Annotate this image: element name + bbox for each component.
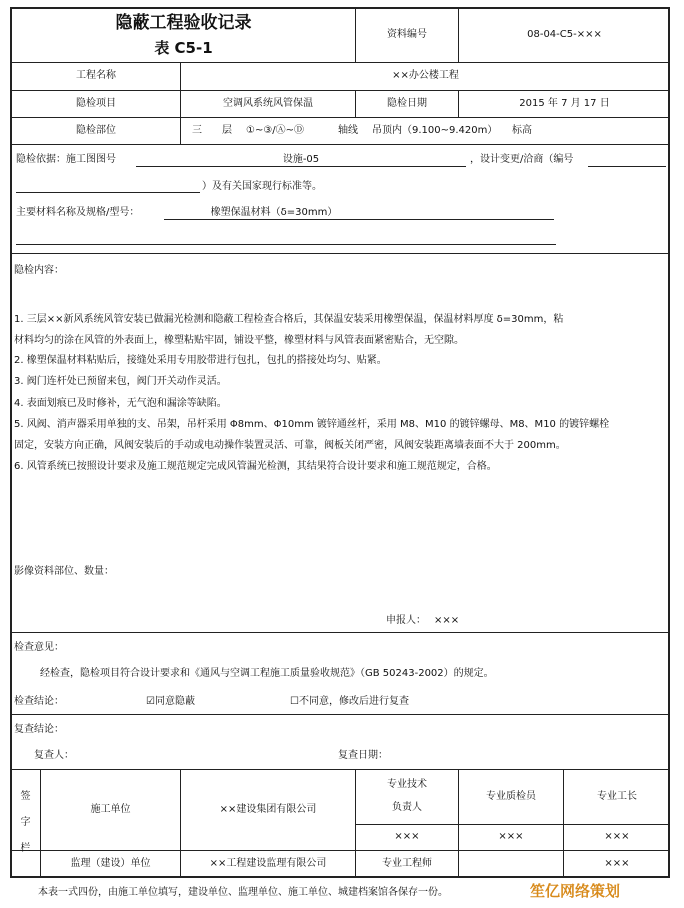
change-label: ，设计变更/洽商（编号	[470, 154, 574, 165]
foreman-label: 专业工长	[597, 791, 637, 802]
material-underline-2	[16, 244, 556, 245]
drawing-no: 设施-05	[282, 154, 320, 165]
engineer-label: 专业工程师	[382, 858, 432, 869]
content-line: 固定，安装方向正确，风阀安装后的手动或电动操作装置灵活、可靠，阀板关闭严密，风阀安装距离墙表面不大于 200mm。	[14, 440, 566, 451]
row-divider	[10, 850, 670, 851]
tech-lead-label: 专业技术	[387, 779, 427, 790]
agree-option[interactable]	[146, 695, 195, 709]
sign-side-label: 字	[20, 817, 31, 828]
disagree-option[interactable]	[290, 695, 409, 709]
inspect-part-unit: 层	[222, 125, 232, 136]
content-line: 5. 风阀、消声器采用单独的支、吊架，吊杆采用 Φ8mm、Φ10mm 镀锌通丝杆，采用 M8、M10 的镀锌螺母、M8、M10 的镀锌螺栓	[14, 419, 610, 430]
agree-label: 同意隐蔽	[154, 696, 195, 707]
row-divider	[10, 632, 670, 633]
material-value: 橡塑保温材料（δ=30mm）	[210, 207, 338, 218]
project-name-label: 工程名称	[76, 70, 116, 81]
change-no-underline	[588, 166, 666, 167]
recheck-person-label: 复查人：	[34, 750, 74, 761]
inspect-item-value: 空调风系统风管保温	[223, 98, 313, 109]
inspect-part-label: 隐检部位	[76, 125, 116, 136]
tech-lead-value: ×××	[394, 831, 420, 842]
col-divider	[458, 769, 459, 878]
qc-value: ×××	[498, 831, 524, 842]
content-line: 6. 风管系统已按照设计要求及施工规范规定完成风管漏光检测，其结果符合设计要求和施工规范规定，合格。	[14, 461, 497, 472]
recheck-date-label: 复查日期：	[338, 750, 388, 761]
row-divider	[10, 90, 670, 91]
record-no-value: 08-04-C5-×××	[527, 29, 602, 40]
row-divider	[10, 714, 670, 715]
inspect-date-label: 隐检日期	[387, 98, 427, 109]
checked-box-icon: ☑	[146, 696, 155, 707]
conclusion-label: 检查结论：	[14, 696, 64, 707]
supervision-unit-value: ××工程建设监理有限公司	[209, 858, 327, 869]
disagree-label: 不同意，修改后进行复查	[298, 696, 409, 707]
foreman-value: ×××	[604, 831, 630, 842]
watermark: 笙亿网络策划	[530, 882, 621, 900]
construction-unit-label: 施工单位	[90, 804, 131, 815]
content-line: 4. 表面划痕已及时修补，无气泡和漏涂等缺陷。	[14, 398, 227, 409]
recheck-conclusion-label: 复查结论：	[14, 724, 64, 735]
content-line: 1. 三层××新风系统风管安装已做漏光检测和隐蔽工程检查合格后，其保温安装采用橡塑保温，保温材料厚度 δ=30mm，粘	[14, 314, 564, 325]
opinion-label: 检查意见：	[14, 642, 64, 653]
supervision-unit-label: 监理（建设）单位	[70, 858, 151, 869]
image-data-label: 影像资料部位、数量：	[14, 566, 114, 577]
row-divider	[10, 253, 670, 254]
content-line: 3. 阀门连杆处已预留来包，阀门开关动作灵活。	[14, 376, 227, 387]
content-line: 2. 橡塑保温材料粘贴后，接缝处采用专用胶带进行包扎，包扎的搭接处均匀、贴紧。	[14, 355, 387, 366]
row-divider	[10, 117, 670, 118]
row-divider	[10, 769, 670, 770]
record-no-label: 资料编号	[387, 29, 427, 40]
content-line: 材料均匀的涂在风管的外表面上，橡塑粘贴牢固，铺设平整，橡塑材料与风管表面紧密贴合，无空隙。	[14, 335, 464, 346]
material-label: 主要材料名称及规格/型号：	[16, 207, 140, 218]
inspect-part-elevation: 吊顶内（9.100~9.420m）	[372, 125, 498, 136]
form-subtitle: 表 C5-1	[154, 39, 213, 57]
change-no-underline-2	[16, 192, 200, 193]
qc-label: 专业质检员	[486, 791, 536, 802]
footer-note: 本表一式四份，由施工单位填写，建设单位、监理单位、施工单位、城建档案馆各保存一份。	[38, 887, 448, 898]
inspect-part-axis: ①~③/Ⓐ~Ⓓ	[246, 125, 305, 136]
row-divider	[10, 62, 670, 63]
change-close: ）及有关国家现行标准等。	[202, 181, 322, 192]
inspect-date-value: 2015 年 7 月 17 日	[519, 98, 610, 109]
reporter-label: 申报人：	[386, 615, 426, 626]
empty-box-icon: ☐	[290, 696, 299, 707]
inspect-item-label: 隐检项目	[76, 98, 116, 109]
content-label: 隐检内容：	[14, 265, 64, 276]
inspect-part-elevation-label: 标高	[512, 125, 532, 136]
reporter-value: ×××	[434, 615, 460, 626]
form-title: 隐蔽工程验收记录	[115, 13, 252, 33]
opinion-text: 经检查，隐检项目符合设计要求和《通风与空调工程施工质量验收规范》（GB 50243-2002）的规定。	[40, 668, 494, 679]
project-name-value: ××办公楼工程	[392, 70, 459, 81]
construction-unit-value: ××建设集团有限公司	[219, 804, 317, 815]
basis-label: 隐检依据：施工图图号	[16, 154, 116, 165]
engineer-value: ×××	[604, 858, 630, 869]
inspect-part-axis-label: 轴线	[338, 125, 358, 136]
inspect-part-floor: 三	[192, 125, 202, 136]
tech-lead-label: 负责人	[392, 802, 422, 813]
sign-side-label: 签	[20, 791, 31, 802]
row-divider	[355, 824, 670, 825]
sign-side-label: 栏	[20, 843, 31, 854]
row-divider	[10, 144, 670, 145]
